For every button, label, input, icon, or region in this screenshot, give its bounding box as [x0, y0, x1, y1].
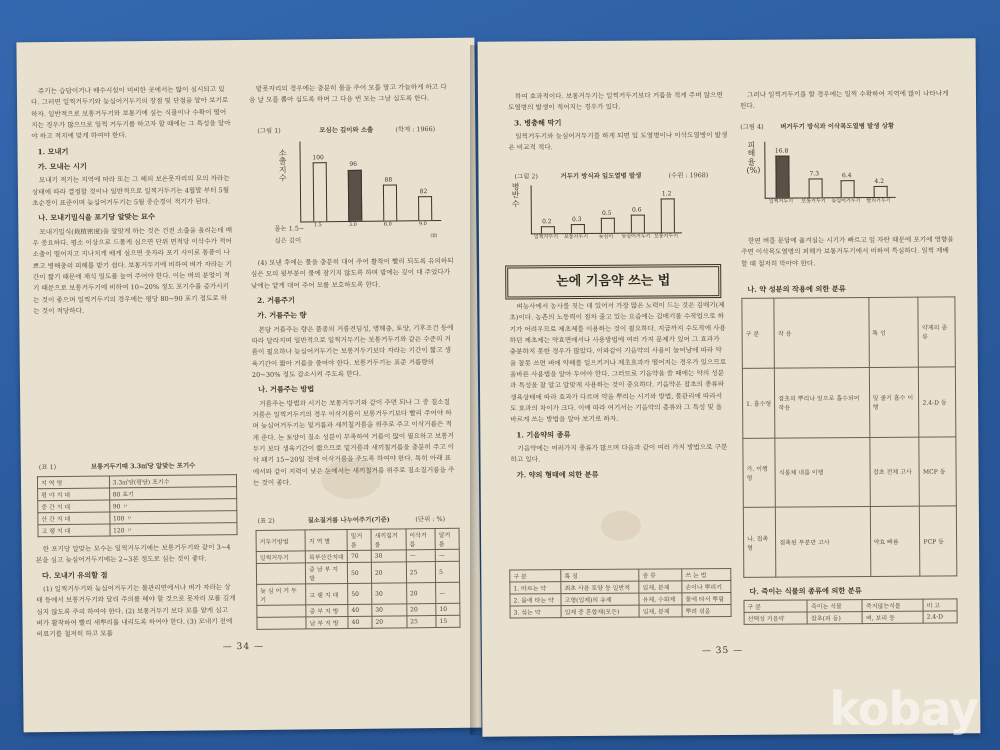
bar-value-label: 16.8	[774, 147, 789, 155]
table-row	[256, 561, 459, 584]
y-axis-label: 피해율(%)	[746, 140, 761, 176]
table-cell: 50	[347, 562, 371, 583]
chart-bar	[347, 169, 362, 221]
table-header: 이삭거름	[406, 529, 436, 550]
article-body	[509, 300, 728, 484]
table-cell: 100 〃	[109, 511, 237, 524]
table-cell: —	[406, 550, 435, 562]
body-paragraph: 벼농사에서 농사를 짓는 데 있어서 가장 많은 노력이 드는 것은 김매기(제초)이다. 농촌의 노동력이 점차 줄고 있는 요즘에는 김매기를 수작업으로 하기가 어려우므로 제초제를 이용하는 것이 필요하다. 지금까지 수도작에 사용하던 제초제는 약효면에서나 사용방법에 여러 가지 문제가 있어 그 효과가 충분하지 못한 경우가 많았다. 이와같이 기음약의 사용이 늘어남에 따라 약을 잘못 쓰면 벼에 약해를 일으키거나 제초효과가 떨어지는 경우가 있으므로 올바른 사용법을 알아 두어야 한다. 그러므로 기음약을 쓸 때에는 약의 성분과 특성을 잘 알고 알맞게 사용하는 것이 중요하다. 기음약은 잡초의 종류와 생육상태에 따라 효과가 다르며 약을 뿌리는 시기와 방법, 물관리에 따라서도 효과의 차이가 크다. 이에 따라 여기서는 기음약의 종류와 그 특성 및 올바르게 쓰는 방법을 알아 보기로 하자.	[509, 301, 727, 424]
table-cell: 입제 중 혼합제(모든)	[561, 605, 639, 618]
kobay-watermark: kobay	[829, 682, 978, 736]
chart-plot-area	[299, 140, 441, 222]
table-row	[743, 506, 956, 577]
x-tick-label: 6.0	[383, 221, 392, 228]
table-cell: 일찍거두기	[256, 551, 305, 564]
table-cell: 약효 빠름	[870, 506, 920, 576]
table-cell: 남 부 지 방	[306, 616, 348, 628]
table-cell: 10	[436, 603, 460, 615]
table-header: 지 역 명	[37, 476, 109, 489]
right-right-column-top	[740, 88, 954, 113]
table-row	[744, 611, 957, 624]
table-cell: 40	[348, 604, 372, 616]
table-cell: 80 포기	[109, 487, 237, 500]
table-header-row	[742, 297, 955, 368]
figure-caption: (그림 2)	[514, 172, 538, 181]
table-cell: 2.4-D 등	[919, 367, 956, 437]
x-axis-ticks	[765, 199, 895, 220]
table-cell	[257, 605, 306, 618]
x-tick-label: 빨리거두기	[866, 197, 891, 205]
table-cell: 20	[371, 562, 406, 583]
y-axis-label: 소출지수	[278, 148, 287, 183]
table-header: 밑거름	[347, 529, 371, 550]
table-cell: 25	[407, 616, 436, 628]
subsection-heading: 나. 모내기밀식을 포기당 알맞는 묘수	[38, 212, 155, 223]
bar-value-label: 0.3	[572, 215, 582, 223]
y-axis-label: 병반수	[511, 182, 520, 209]
table-cell: 잎 줄기 흡수 이행	[869, 367, 919, 437]
form-classification-table	[509, 568, 731, 619]
table-cell: PCP 등	[920, 506, 957, 576]
table-cell: 20	[406, 583, 436, 604]
table-cell: 잡초(피 등)	[807, 612, 862, 624]
table-cell: 5	[435, 561, 459, 582]
table-header: 특 성	[868, 297, 918, 367]
chart-bar	[776, 156, 790, 198]
panicle-blast-figure	[740, 120, 955, 229]
table-row	[510, 604, 731, 618]
table-header: 죽지않는식물	[862, 599, 923, 611]
body-paragraph: (4) 모낸 후에는 물을 충분히 대어 주어 활착이 빨리 되도록 유의하되 심은 모의 윗부분이 물에 잠기지 않도록 하며 밤에는 깊이 대 주었다가 낮에는 얕게 대어 주어 모를 보호하도록 한다.	[250, 256, 454, 290]
table-cell: 손이나 뿌리기	[682, 580, 731, 592]
table-cell	[257, 617, 306, 630]
table-header: 약제의 종류	[918, 297, 955, 367]
x-axis-label: 심은 깊이	[274, 236, 302, 245]
x-tick-label: 9.0	[418, 221, 427, 228]
table-cell: MCP 등	[919, 436, 956, 506]
x-tick-label: 1.5	[313, 222, 322, 229]
table-cell: 120 〃	[110, 523, 238, 536]
table-row	[742, 367, 955, 438]
x-tick-label: 늦심어거두기	[831, 198, 861, 205]
table-cell: 50	[348, 583, 372, 604]
x-axis-unit: ㎝	[430, 231, 437, 240]
blast-incidence-figure	[508, 170, 729, 260]
table-cell: 산 간 지 대	[38, 512, 110, 525]
table-header: 종 류	[639, 569, 682, 581]
article-title: 논에 기음약 쓰는 법	[505, 264, 721, 300]
table-cell: 나. 접촉형	[743, 507, 776, 577]
table-cell: 잡초 전체 고사	[869, 437, 919, 507]
bar-value-label: 7.3	[809, 170, 820, 178]
page-number: — 34 —	[222, 641, 264, 653]
body-paragraph: 본답 거름주는 량은 품종의 거름견딤성, 병해충, 토양, 기후조건 등에 따라 달라지며 일반적으로 일찍거두기는 보통거두기와 같은 수준의 거름이 필요하나 늦심어거두기는 보통거두기보다 자라는 기간이 짧고 생육기간이 짧아 거름을 줄여야 한다. 보통거두기는 표준 거름량의 20~30% 정도 감소시켜 주도록 한다.	[251, 323, 454, 380]
table-cell: 선택성 기음약	[744, 612, 807, 624]
table-cell: 고 랭 지 대	[306, 583, 348, 604]
chart-bar	[418, 196, 432, 220]
chart-plot-area	[764, 141, 895, 199]
x-tick-label: 일찍거두기	[533, 234, 559, 241]
x-tick-label: 보통거두기	[801, 198, 826, 205]
action-classification-table	[741, 296, 957, 577]
table-cell: 40	[348, 616, 372, 628]
section-heading: 3. 병충해 막기	[514, 117, 562, 128]
body-paragraph: 일찍거두기와 늦심어거두기를 하게 되면 잎 도열병이나 이삭도열병이 발생은 비교적 적다.	[508, 131, 728, 152]
body-paragraph: 그러나 일찍거두기를 할 경우에는 일찍 수확하여 지역에 많이 나타나게 된다.	[740, 89, 949, 111]
chart-bar	[601, 218, 615, 233]
right-left-column-top	[508, 90, 728, 155]
bar-value-label: 0.6	[631, 206, 642, 215]
table-row	[743, 436, 956, 507]
table-header-row	[256, 528, 459, 551]
page-number: — 35 —	[701, 645, 744, 657]
table-title: 질소질거름 나누어주기(기준)	[307, 515, 390, 525]
table-cell: 식물체 내를 이행	[775, 437, 870, 507]
table-cell	[256, 563, 305, 585]
subsection-heading: 가. 약의 형태에 의한 분류	[516, 469, 599, 480]
figure-source: (학계 : 1966)	[395, 125, 436, 134]
body-paragraph: 하여 효과적이다. 보통거두기는 일찍거두기보다 거름을 적게 주며 않으면 도열병의 발생이 적어지는 경우가 있다.	[508, 91, 723, 112]
chart-bar	[873, 186, 887, 197]
x-tick-label: 3.0	[348, 221, 357, 228]
table-cell: 25	[406, 562, 436, 583]
depth-yield-figure	[249, 124, 456, 254]
chart-bar	[661, 198, 675, 232]
left-column-bottom	[36, 542, 237, 642]
table-row	[257, 582, 460, 605]
table-cell: —	[436, 582, 460, 603]
table-row	[257, 615, 460, 629]
chart-bar	[541, 227, 555, 234]
table-cell: 유제, 수화제	[639, 593, 682, 605]
chart-bar	[631, 215, 645, 233]
table-header: 구 분	[742, 298, 775, 368]
figure-title: 모심는 깊이와 소출	[319, 125, 374, 135]
nitrogen-split-table	[256, 528, 461, 630]
table-cell: 20	[372, 616, 407, 628]
x-tick-label: 늦심어	[598, 233, 614, 240]
table-cell: 가. 이행형	[743, 438, 776, 508]
body-paragraph: 거름주는 방법과 시기는 보통거두기와 같이 주면 되나 그 중 질소질거름은 일찍거두기의 경우 이삭거름이 보통거두기보다 빨리 주어야 하며 늦심어거두기는 밑거름과 새끼칠거름을 위주로 주고 이삭거름은 적게 준다. 논 토양이 질소 성분이 부족하여 거름이 많이 필요하고 보통거두기 보다 생육기간이 짧으므로 밑거름과 새끼칠거름을 충분히 주고 이삭 패기 15~20일 전에 이삭거름을 주도록 하여야 한다. 특히 아래 표에서와 같이 지력이 낮은 논에서는 새끼칠거름 위주로 질소질거름을 주는 것이 좋다.	[252, 397, 455, 488]
bar-value-label: 82	[419, 187, 428, 195]
chart-bar	[382, 184, 396, 220]
subsection-heading: 나. 약 성분의 작용에 의한 분류	[747, 284, 846, 294]
x-tick-label: 보통거두기	[563, 233, 589, 241]
chart-bar	[841, 180, 855, 197]
body-paragraph: 모내기 적기는 지역에 따라 또는 그 해의 보온못자리의 모의 자라는 상태에 따라 결정할 것이나 일반적으로 일찍거두기는 4월말 부터 5월 초순경이 표준이며 늦심어거두기는 5월 중순경이 적기가 된다.	[31, 174, 230, 208]
table-cell: 북부산간지대	[305, 550, 347, 562]
planting-density-table	[37, 474, 238, 537]
section-heading: 1. 기음약의 종류	[516, 429, 571, 440]
body-paragraph: 밭못자리의 경우에는 충분히 물을 주어 모를 말고 가늘하게 하고 다음 날 모를 뽑아 심도록 하며 그 다음 번 모는 그날 심도록 한다.	[248, 82, 447, 105]
table-header: 비 고	[923, 599, 957, 611]
subsection-heading: 다. 모내기 유의할 점	[41, 570, 108, 580]
bar-value-label: 96	[349, 161, 358, 169]
figure-caption: (그림 1)	[257, 126, 281, 135]
table-cell: 입제, 분제	[639, 581, 682, 593]
table-cell: 2. 물에 타는 약	[510, 594, 561, 606]
table-cell: 중 부 지 방	[306, 604, 348, 616]
plant-classification-table	[743, 598, 957, 624]
subsection-heading: 다. 죽이는 식물의 종류에 의한 분류	[749, 586, 862, 596]
bar-value-label: 100	[312, 153, 324, 162]
table-cell: 벼, 보리 등	[862, 611, 923, 623]
table-header: 새끼칠거름	[371, 529, 406, 550]
table-cell: 15	[436, 615, 460, 627]
table-cell: 3. 섞는 약	[510, 606, 561, 618]
table-cell: 중 남 부 지 방	[306, 562, 348, 583]
table-cell: 1. 바르는 약	[510, 582, 561, 594]
subsection-heading: 가. 거름주는 량	[257, 310, 307, 321]
figure-title: 거두기 방식과 잎도열병 발생	[560, 171, 642, 181]
table-cell: 입제, 분제	[639, 605, 682, 617]
bar-value-label: 88	[384, 176, 393, 184]
table-cell: 늦 심 어 거 두 기	[257, 584, 306, 606]
bar-value-label: 4.2	[874, 177, 885, 185]
left-page	[16, 38, 481, 733]
x-axis-ticks	[300, 222, 440, 233]
subsection-heading: 나. 거름주는 방법	[258, 384, 315, 395]
chart-bar	[571, 224, 585, 233]
table-header: 거두기방법	[256, 530, 305, 552]
table-row	[38, 523, 237, 537]
bar-value-label: 6.4	[841, 172, 852, 180]
table-caption: (표 2)	[257, 516, 275, 525]
figure-source: (수원 : 1968)	[668, 171, 709, 180]
table-cell: 물에 타서 뿌림	[682, 592, 731, 604]
body-paragraph: 한 포기당 알맞는 모수는 일찍거두기에는 보통거두기와 같이 3~4본을 심고 늦심어거두기에는 2~3본 정도로 심는 것이 좋다.	[35, 543, 231, 565]
table-header: 쓰 는 법	[682, 568, 731, 580]
body-paragraph: 한편 벼를 문답에 옮겨심는 시기가 빠르고 잎 자란 때문에 포기에 영향을 주면 이삭목도열병의 피해가 보통거두기에서 비하여 특심하다. 일찍 재배할 때 철저히 막아야 한다.	[741, 235, 954, 268]
table-header: 작 용	[774, 298, 869, 368]
table-cell: 1. 흡수형	[742, 368, 775, 438]
table-cell: 고 랭 지 대	[38, 524, 110, 537]
figure-title: 벼거두기 방식과 이삭목도열병 발생 상황	[780, 121, 895, 131]
body-paragraph: 기음약에는 여러가지 종류가 많으며 다음과 같이 여러 가지 방법으로 구분하고 있다.	[510, 442, 728, 464]
table-cell: 잡초의 뿌리나 잎으로 흡수되어 작용	[775, 367, 870, 437]
table-cell: 평 야 지 대	[38, 488, 110, 501]
table-header: 구 분	[744, 600, 807, 612]
right-page	[478, 38, 981, 736]
subsection-heading: 가. 모내는 시기	[37, 161, 87, 172]
table-cell: 접촉된 부분만 고사	[776, 507, 871, 577]
chart-plot-area	[531, 184, 682, 234]
left-column	[31, 84, 233, 318]
right-right-column-mid	[741, 234, 955, 270]
right-column-top	[249, 82, 453, 108]
body-paragraph: 모내기밀식(栽植密度)을 알맞게 하는 것은 건전 소출을 올리는데 매우 중요하다. 평소 이상으로 드물게 심으면 단위 면적당 이삭수가 적어 소출이 떨어지고 지나치게 배게 심으면 웃자라 포기 사이로 통풍이 나쁘고 병해충의 피해를 받기 쉽다. 보통거두기에 비하여 벼가 자라는 기간이 짧기 때문에 재식 밀도를 높여 주어야 한다. 이는 벼의 분얼이 적기 때문으로 보통거두기에 비하여 10~20% 정도 포기수를 증가시키는 것이 좋으며 일찍거두기의 경우에는 평당 80~90 포기 정도로 하는 것이 적당하다.	[32, 225, 233, 316]
table-caption: (표 1)	[38, 463, 57, 472]
figure-caption: (그림 4)	[740, 122, 764, 131]
chart-bar	[808, 178, 822, 197]
table-cell: 20	[407, 604, 436, 616]
bar-value-label: 0.5	[601, 209, 612, 218]
right-column-body	[251, 256, 457, 490]
table-cell: 30	[372, 604, 407, 616]
bar-value-label: 0.2	[542, 218, 552, 226]
table-cell: —	[435, 549, 459, 561]
x-axis-ticks	[531, 234, 681, 255]
table-title: 보통거두기때 3.3㎡당 알맞는 포기수	[90, 461, 196, 471]
table-cell: 30	[372, 583, 407, 604]
table-cell: 90 〃	[109, 499, 237, 512]
table-unit: (단위 : %)	[415, 514, 446, 524]
x-tick-label: 일찍거두기	[768, 198, 794, 205]
table-cell: 2.4-D	[923, 611, 957, 623]
table-cell: 70	[347, 550, 371, 562]
table-header: 알거름	[435, 528, 459, 549]
table-cell: 뿌려 섞음	[682, 604, 731, 616]
section-heading: 2. 거름주기	[257, 295, 295, 305]
bar-value-label: 1.2	[661, 190, 672, 198]
table-cell: 중 간 지 대	[38, 500, 110, 513]
section-heading: 1. 모내기	[37, 146, 69, 156]
x-tick-label: 보통거두기	[653, 233, 679, 240]
chart-bar	[312, 162, 327, 221]
table-header: 죽이는 식물	[807, 600, 862, 612]
intro-paragraph: 쥬기는 습답이거나 배수시설이 미비한 곳에서는 많이 실시되고 있다. 그러면 일찍거두기와 늦심어거두기의 장점 및 단점을 알아 보기로 하자. 일반적으로 보통거두기와 보통기에 심는 식물이나 수확이 떨어지는 경우가 많으므로 일찍 거두기를 하고자 할 때에는 그 특성을 알아야 하고 적지에 맞게 하여야 한다.	[30, 85, 231, 141]
table-cell: 30	[371, 550, 406, 562]
chart-legend: 물논 1.5~	[274, 224, 305, 233]
table-header: 구 분	[510, 570, 561, 582]
table-header: 3.3㎡당(평당) 포기수	[109, 475, 237, 488]
table-cell: 최초 사용 토양 등 일반적	[561, 581, 639, 594]
table-header: 특 징	[561, 569, 639, 582]
x-tick-label: 늦심어거두기	[621, 233, 651, 240]
table-cell: 고형(입제)의 유제	[561, 593, 639, 606]
body-paragraph: (1) 일찍거두기와 늦심어거두기는 물관리면에서나 벼가 자라는 상태 등에서 보통거두기와 달리 주의를 해야 할 것으로 못자리 모를 깊게 심지 않도록 주의 하여야 한다. (2) 보통거두기 보다 모를 얕게 심고 벼가 활착하여 빨리 새뿌리를 내리도록 하여야 한다. (3) 모내기 전에 비료기를 철저히 하고 모를	[36, 583, 236, 639]
table-header: 지 역 별	[305, 529, 347, 550]
paper-stain	[601, 511, 641, 541]
